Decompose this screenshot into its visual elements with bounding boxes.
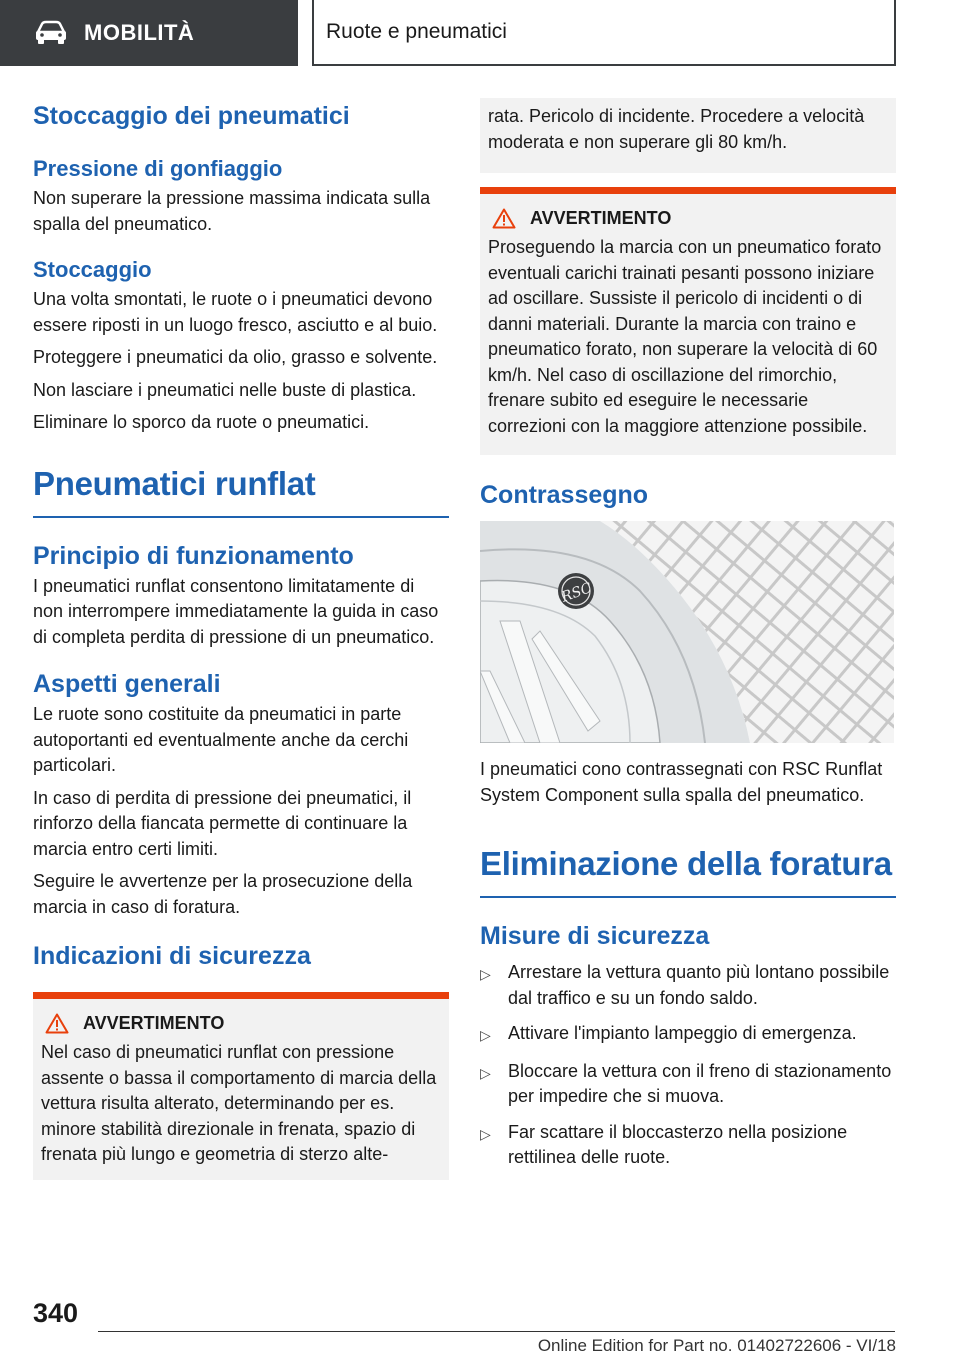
warning-text-continued: rata. Pericolo di incidente. Procedere a velocità moderata e non superare gli 80 km/h.: [488, 106, 865, 152]
footer-rule: [98, 1331, 895, 1332]
paragraph-aspetti-1: Le ruote sono costituite da pneumatici in parte autoportanti ed eventualmente anche da cerchi particolari.: [33, 704, 409, 775]
section-tab: [0, 0, 298, 66]
warning-box-trailer: [480, 187, 896, 455]
page-number: 340: [33, 1298, 79, 1328]
paragraph-principio: I pneumatici runflat consentono limitatamente di non interrompere immediatamente la guida in caso di completa perdita di pressione di un pneumatico.: [33, 575, 439, 647]
heading-aspetti: Aspetti generali: [33, 670, 221, 698]
paragraph-stoccaggio-2: Proteggere i pneumatici da olio, grasso e solvente.: [33, 347, 438, 367]
list-item: ▷ Arrestare la vettura quanto più lontano possibile dal traffico e su un fondo saldo.: [480, 960, 896, 1011]
heading-runflat: Pneumatici runflat: [33, 464, 316, 502]
safety-steps-list: [480, 960, 896, 1171]
triangle-bullet-icon: ▷: [480, 1027, 491, 1043]
chapter-title: Ruote e pneumatici: [326, 20, 507, 43]
triangle-bullet-icon: ▷: [480, 966, 491, 982]
warning-triangle-icon: [45, 1013, 69, 1034]
list-item: ▷ Far scattare il bloccasterzo nella posizione rettilinea delle ruote.: [480, 1120, 896, 1171]
right-column: [480, 100, 896, 1181]
heading-indicazioni: Indicazioni di sicurezza: [33, 942, 311, 970]
paragraph-aspetti-3: Seguire le avvertenze per la prosecuzione della marcia in caso di foratura.: [33, 871, 413, 917]
tire-rsc-illustration: [480, 521, 894, 743]
heading-storage: Stoccaggio dei pneumatici: [33, 102, 350, 130]
rsc-mark: RSC: [559, 580, 594, 606]
list-item: ▷ Bloccare la vettura con il freno di stazionamento per impedire che si muova.: [480, 1059, 896, 1110]
paragraph-pressure: Non superare la pressione massima indicata sulla spalla del pneumatico.: [33, 188, 431, 234]
warning-title: AVVERTIMENTO: [41, 1013, 441, 1034]
heading-pressure: Pressione di gonfiaggio: [33, 156, 283, 181]
left-column: [33, 100, 449, 1180]
list-item: ▷ Attivare l'impianto lampeggio di emergenza.: [480, 1021, 896, 1049]
warning-text: Nel caso di pneumatici runflat con pressione assente o bassa il comportamento di marcia della vettura risulta alterato, determinando per es. minore stabilità direzionale in frenata, spazio di frenata più lungo e geometria di sterzo alte-: [41, 1042, 437, 1164]
paragraph-aspetti-2: In caso di perdita di pressione dei pneumatici, il rinforzo della fiancata permette di continuare la marcia entro certi limiti.: [33, 787, 412, 859]
triangle-bullet-icon: ▷: [480, 1064, 491, 1081]
paragraph-stoccaggio-3: Non lasciare i pneumatici nelle buste di plastica.: [33, 379, 417, 400]
paragraph-contrassegno: I pneumatici cono contrassegnati con RSC Runflat System Component sulla spalla del pneumatico.: [480, 759, 883, 805]
car-icon: [34, 20, 68, 46]
heading-stoccaggio: Stoccaggio: [33, 257, 152, 282]
chapter-tab: [312, 0, 896, 66]
paragraph-stoccaggio-1: Una volta smontati, le ruote o i pneumatici devono essere riposti in un luogo fresco, asciutto e al buio.: [33, 289, 438, 335]
warning-box-continued: [480, 98, 896, 173]
triangle-bullet-icon: ▷: [480, 1125, 491, 1142]
section-title: MOBILITÀ: [84, 20, 195, 45]
warning-title: AVVERTIMENTO: [488, 208, 888, 229]
heading-misure: Misure di sicurezza: [480, 922, 710, 950]
warning-triangle-icon: [492, 208, 516, 229]
heading-eliminazione: Eliminazione della foratura: [480, 845, 892, 882]
edition-note: Online Edition for Part no. 01402722606 - VI/18: [537, 1336, 896, 1355]
heading-rule: [33, 516, 449, 518]
warning-text: Proseguendo la marcia con un pneumatico forato eventuali carichi trainati pesanti possono iniziare ad oscillare. Sussiste il pericolo di incidenti o di danni materiali. Durante la marcia con traino e pneumatico forato, non superare la velocità di 60 km/h. Nel caso di oscillazione del rimorchio, frenare subito ed eseguire le necessarie correzioni con la maggiore attenzione possibile.: [488, 237, 882, 436]
heading-rule: [480, 896, 896, 898]
paragraph-stoccaggio-4: Eliminare lo sporco da ruote o pneumatici.: [33, 412, 370, 432]
heading-contrassegno: Contrassegno: [480, 481, 649, 509]
heading-principio: Principio di funzionamento: [33, 541, 354, 570]
warning-box: [33, 992, 449, 1180]
